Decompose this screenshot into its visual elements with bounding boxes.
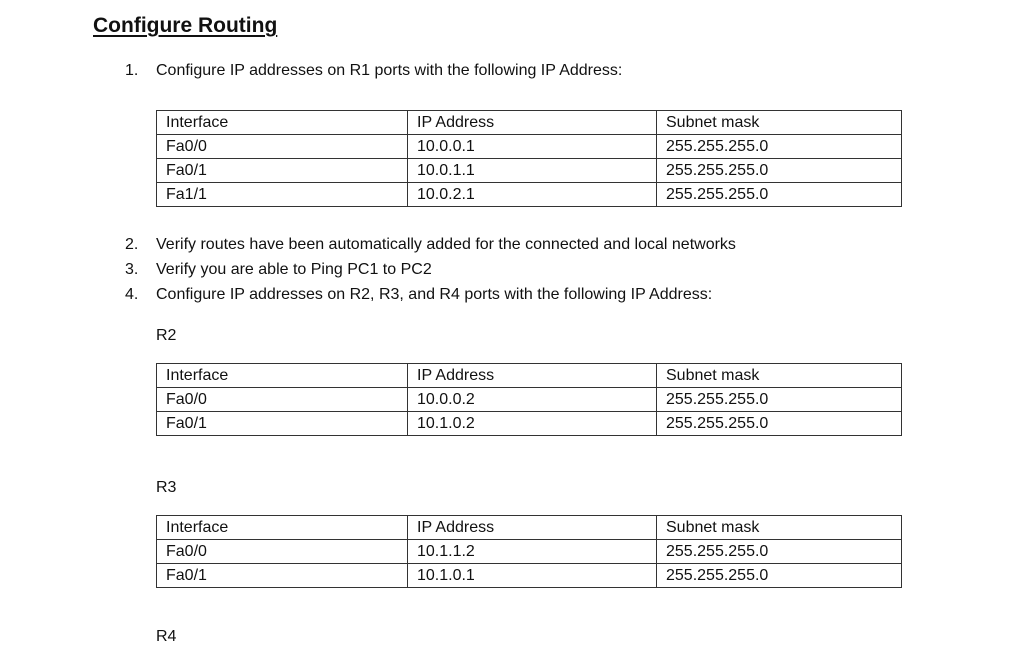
table-row — [157, 135, 902, 159]
r1-ip-table — [156, 110, 902, 207]
header-subnet-mask: Subnet mask — [657, 111, 902, 135]
step-number: 1. — [125, 62, 139, 79]
table-row — [157, 412, 902, 436]
table-row — [157, 388, 902, 412]
cell-subnet-mask: 255.255.255.0 — [657, 183, 902, 207]
table-row — [157, 564, 902, 588]
cell-ip-address: 10.0.2.1 — [408, 183, 657, 207]
table-header-row — [157, 111, 902, 135]
step-number: 2. — [125, 236, 139, 253]
r3-ip-table — [156, 515, 902, 588]
step-text: Verify you are able to Ping PC1 to PC2 — [156, 261, 432, 278]
step-text: Configure IP addresses on R1 ports with the following IP Address: — [156, 62, 623, 79]
cell-subnet-mask: 255.255.255.0 — [657, 135, 902, 159]
cell-interface: Fa0/1 — [157, 412, 408, 436]
table-header-row — [157, 516, 902, 540]
header-interface: Interface — [157, 111, 408, 135]
table-row — [157, 159, 902, 183]
step-number: 3. — [125, 261, 139, 278]
cell-interface: Fa0/0 — [157, 540, 408, 564]
cell-ip-address: 10.1.1.2 — [408, 540, 657, 564]
table-header-row — [157, 364, 902, 388]
header-ip-address: IP Address — [408, 364, 657, 388]
cell-ip-address: 10.1.0.1 — [408, 564, 657, 588]
cell-interface: Fa0/0 — [157, 388, 408, 412]
r2-label: R2 — [156, 327, 177, 344]
header-interface: Interface — [157, 364, 408, 388]
cell-interface: Fa0/1 — [157, 564, 408, 588]
cell-interface: Fa1/1 — [157, 183, 408, 207]
r2-ip-table — [156, 363, 902, 436]
table-row — [157, 183, 902, 207]
cell-interface: Fa0/0 — [157, 135, 408, 159]
header-ip-address: IP Address — [408, 516, 657, 540]
header-ip-address: IP Address — [408, 111, 657, 135]
cell-ip-address: 10.0.0.2 — [408, 388, 657, 412]
header-interface: Interface — [157, 516, 408, 540]
step-text: Verify routes have been automatically added for the connected and local networks — [156, 236, 736, 253]
page-title: Configure Routing — [93, 14, 278, 37]
cell-ip-address: 10.1.0.2 — [408, 412, 657, 436]
header-subnet-mask: Subnet mask — [657, 516, 902, 540]
r3-label: R3 — [156, 479, 177, 496]
step-text: Configure IP addresses on R2, R3, and R4 ports with the following IP Address: — [156, 286, 713, 303]
cell-ip-address: 10.0.0.1 — [408, 135, 657, 159]
cell-subnet-mask: 255.255.255.0 — [657, 540, 902, 564]
cell-subnet-mask: 255.255.255.0 — [657, 564, 902, 588]
table-row — [157, 540, 902, 564]
r4-label: R4 — [156, 628, 177, 645]
cell-ip-address: 10.0.1.1 — [408, 159, 657, 183]
cell-subnet-mask: 255.255.255.0 — [657, 388, 902, 412]
cell-interface: Fa0/1 — [157, 159, 408, 183]
cell-subnet-mask: 255.255.255.0 — [657, 412, 902, 436]
step-number: 4. — [125, 286, 139, 303]
header-subnet-mask: Subnet mask — [657, 364, 902, 388]
cell-subnet-mask: 255.255.255.0 — [657, 159, 902, 183]
